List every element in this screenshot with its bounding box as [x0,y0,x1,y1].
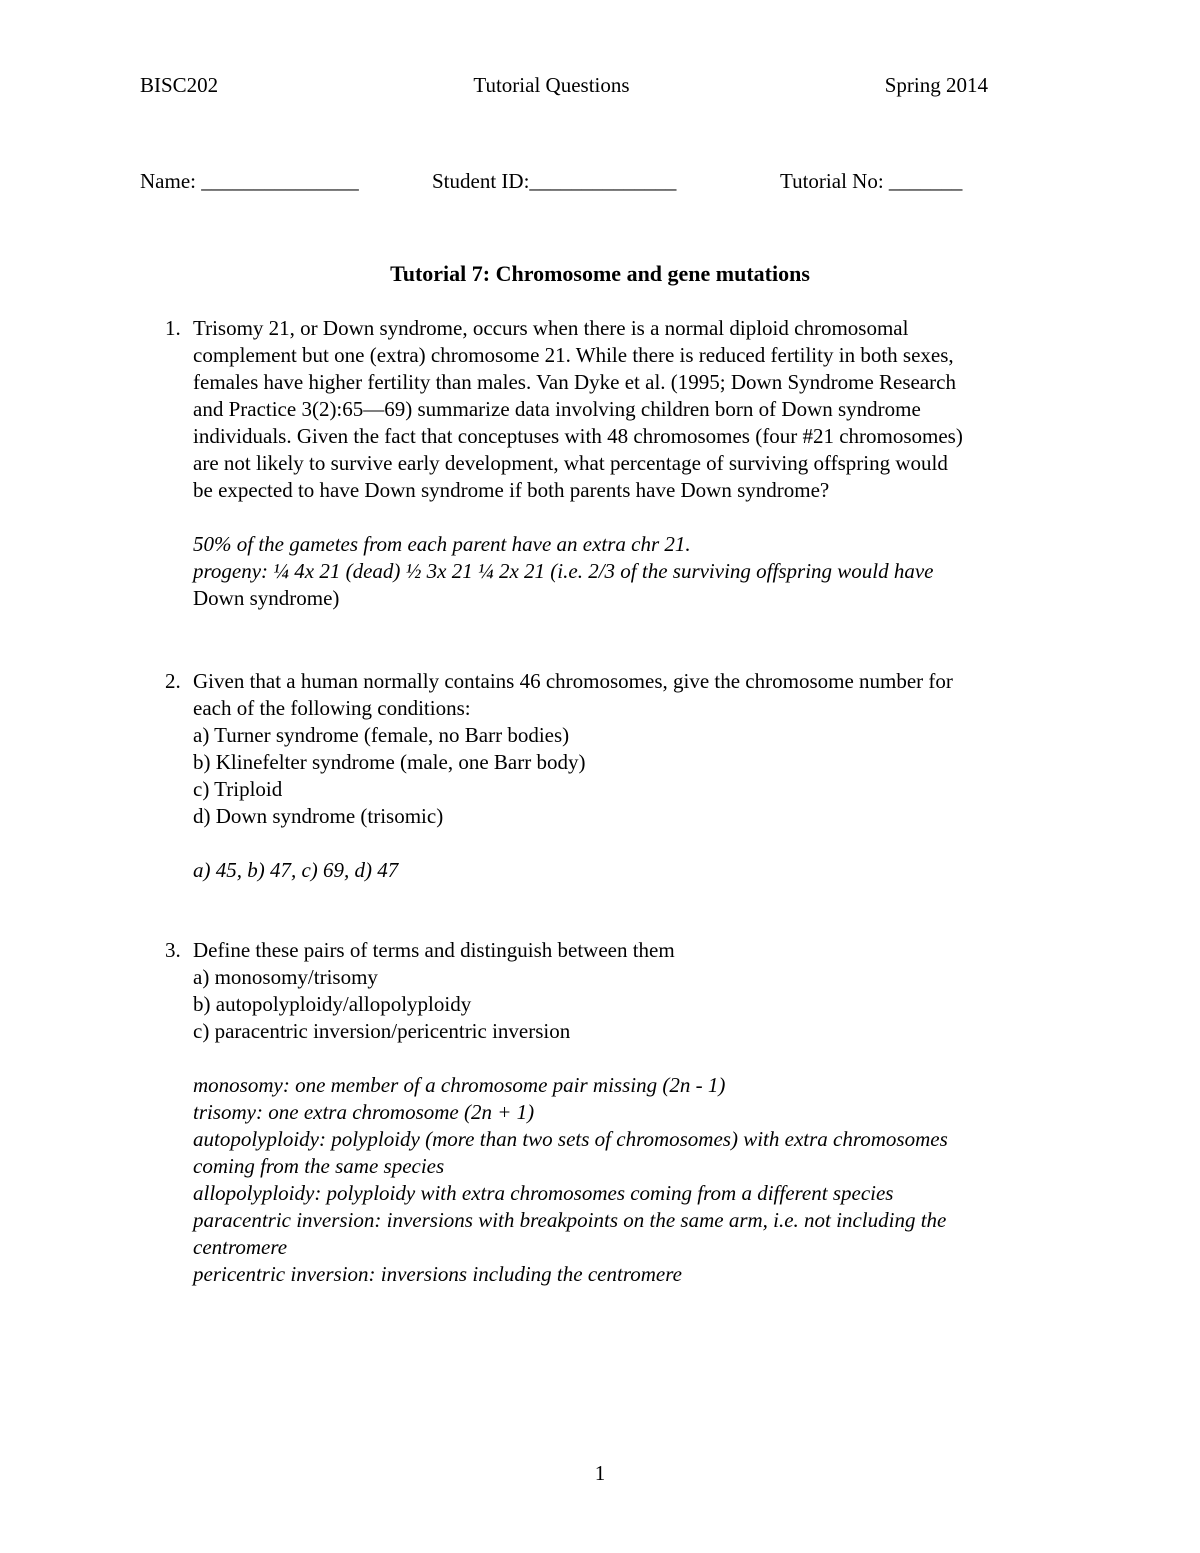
page-number: 1 [594,1461,606,1485]
name-field: Name: _______________ [140,169,359,193]
tutorial-no-field: Tutorial No: _______ [780,169,963,193]
answer-line: Down syndrome) [193,586,340,610]
question-text-line: c) Triploid [193,777,283,801]
page-title: Tutorial 7: Chromosome and gene mutations [390,261,810,286]
question-text-line: b) Klinefelter syndrome (male, one Barr body) [193,750,586,774]
answer-line: a) 45, b) 47, c) 69, d) 47 [193,858,399,882]
term: Spring 2014 [884,73,988,97]
question-text-line: individuals. Given the fact that conceptuses with 48 chromosomes (four #21 chromosomes) [193,424,963,448]
question-text-line: a) Turner syndrome (female, no Barr bodies) [193,723,570,747]
question-number: 1. [165,316,181,340]
answer-line: coming from the same species [193,1154,445,1178]
student-id-field: Student ID:______________ [432,169,677,193]
question-text-line: d) Down syndrome (trisomic) [193,804,444,828]
answer-line: centromere [193,1235,288,1259]
question-text-line: each of the following conditions: [193,696,471,720]
page-header [140,72,988,98]
question-1 [165,315,1065,612]
question-number: 2. [165,669,181,693]
question-text-line: Define these pairs of terms and distinguish between them [193,938,675,962]
question-text-line: and Practice 3(2):65—69) summarize data involving children born of Down syndrome [193,397,921,421]
document-type: Tutorial Questions [473,73,630,97]
question-text-line: complement but one (extra) chromosome 21. While there is reduced fertility in both sexes, [193,343,954,367]
question-text-line: Trisomy 21, or Down syndrome, occurs when there is a normal diploid chromosomal [193,316,909,340]
answer-line: trisomy: one extra chromosome (2n + 1) [193,1100,535,1124]
answer-line: allopolyploidy: polyploidy with extra chromosomes coming from a different species [193,1181,894,1205]
question-text-line: a) monosomy/trisomy [193,965,378,989]
course-code: BISC202 [140,73,219,97]
answer-line: 50% of the gametes from each parent have an extra chr 21. [193,532,691,556]
question-text-line: b) autopolyploidy/allopolyploidy [193,992,472,1016]
question-text-line: be expected to have Down syndrome if both parents have Down syndrome? [193,478,830,502]
question-text-line: are not likely to survive early development, what percentage of surviving offspring would [193,451,948,475]
answer-line: progeny: ¼ 4x 21 (dead) ½ 3x 21 ¼ 2x 21 (i.e. 2/3 of the surviving offspring would have [193,559,934,583]
answer-line: pericentric inversion: inversions including the centromere [193,1262,682,1286]
student-info-fields [140,168,988,194]
answer-line: monosomy: one member of a chromosome pair missing (2n - 1) [193,1073,726,1097]
question-number: 3. [165,938,181,962]
answer-line: paracentric inversion: inversions with breakpoints on the same arm, i.e. not including the [193,1208,947,1232]
question-3 [165,937,1065,1288]
answer-line: autopolyploidy: polyploidy (more than two sets of chromosomes) with extra chromosomes [193,1127,948,1151]
question-2 [165,668,1065,884]
question-text-line: females have higher fertility than males. Van Dyke et al. (1995; Down Syndrome Research [193,370,956,394]
question-text-line: Given that a human normally contains 46 chromosomes, give the chromosome number for [193,669,953,693]
question-text-line: c) paracentric inversion/pericentric inversion [193,1019,571,1043]
